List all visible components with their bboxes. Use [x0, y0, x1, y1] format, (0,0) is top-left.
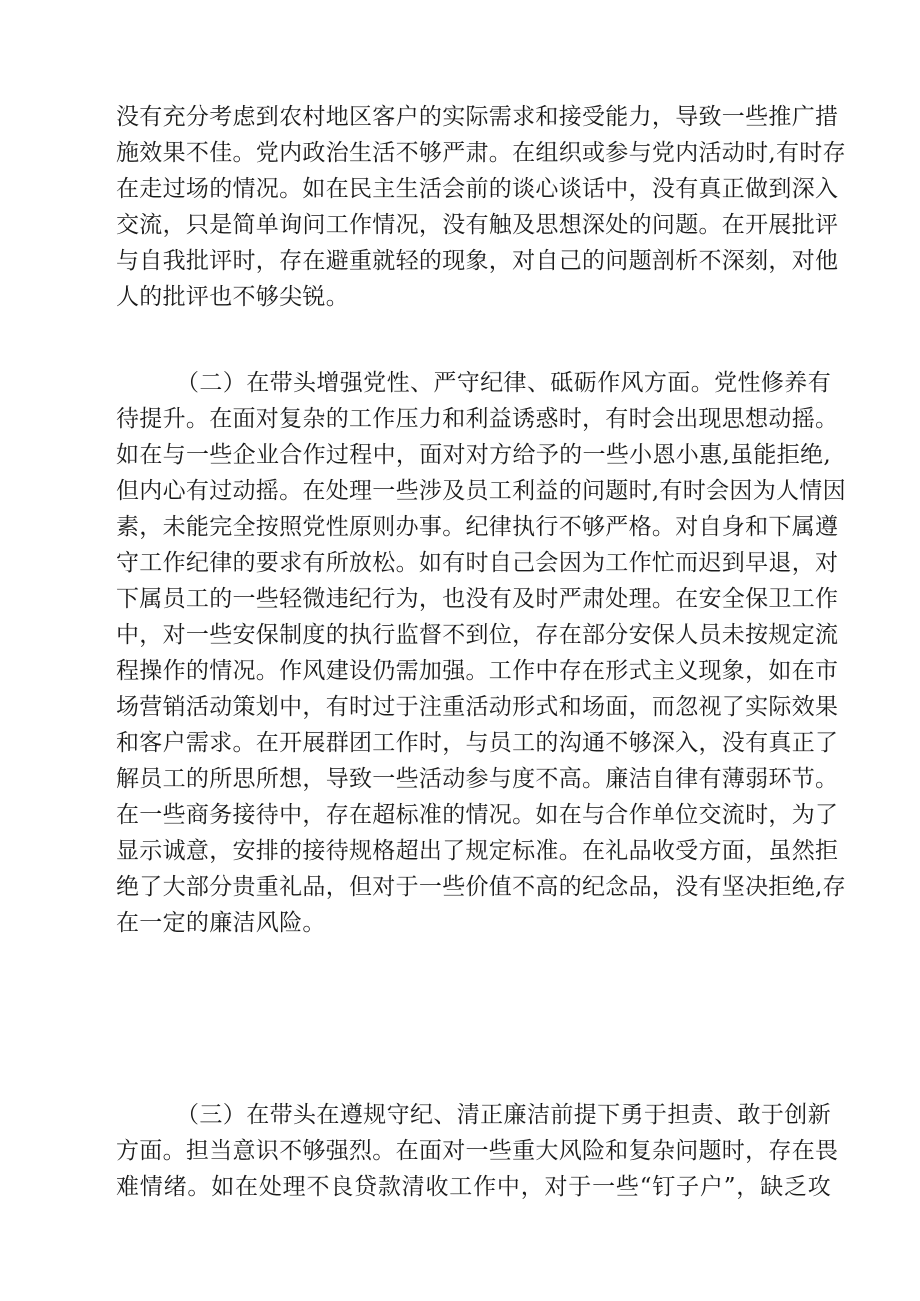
text-line: 但内心有过动摇。在处理一些涉及员工利益的问题时,有时会因为人情因 — [116, 478, 846, 504]
text-line: 方面。担当意识不够强烈。在面对一些重大风险和复杂问题时，存在畏 — [116, 1138, 839, 1164]
text-line: 在一定的廉洁风险。 — [116, 910, 326, 936]
text-line: 交流，只是简单询问工作情况，没有触及思想深处的问题。在开展批评 — [116, 212, 839, 238]
text-line: 施效果不佳。党内政治生活不够严肃。在组织或参与党内活动时,有时存 — [116, 140, 846, 166]
text-line: 难情绪。如在处理不良贷款清收工作中，对于一些“钉子户”，缺乏攻 — [116, 1174, 831, 1200]
text-line: 场营销活动策划中，有时过于注重活动形式和场面，而忽视了实际效果 — [116, 694, 839, 720]
paragraph-section-three — [116, 1097, 839, 1205]
paragraph-continued-text — [116, 99, 846, 315]
text-line: 在走过场的情况。如在民主生活会前的谈心谈话中，没有真正做到深入 — [116, 176, 839, 202]
text-line: 待提升。在面对复杂的工作压力和利益诱惑时，有时会出现思想动摇。 — [116, 406, 839, 432]
section-heading-line: （三）在带头在遵规守纪、清正廉洁前提下勇于担责、敢于创新 — [176, 1102, 831, 1128]
text-line: 人的批评也不够尖锐。 — [116, 284, 349, 310]
text-line: 与自我批评时，存在避重就轻的现象，对自己的问题剖析不深刻，对他 — [116, 248, 839, 274]
text-line: 和客户需求。在开展群团工作时，与员工的沟通不够深入，没有真正了 — [116, 730, 839, 756]
text-line: 显示诚意，安排的接待规格超出了规定标准。在礼品收受方面，虽然拒 — [116, 838, 839, 864]
text-line: 绝了大部分贵重礼品，但对于一些价值不高的纪念品，没有坚决拒绝,存 — [116, 874, 846, 900]
text-line: 中，对一些安保制度的执行监督不到位，存在部分安保人员未按规定流 — [116, 622, 839, 648]
text-line: 如在与一些企业合作过程中，面对对方给予的一些小恩小惠,虽能拒绝, — [116, 442, 831, 468]
text-line: 素，未能完全按照党性原则办事。纪律执行不够严格。对自身和下属遵 — [116, 514, 839, 540]
text-line: 程操作的情况。作风建设仍需加强。工作中存在形式主义现象，如在市 — [116, 658, 839, 684]
text-line: 守工作纪律的要求有所放松。如有时自己会因为工作忙而迟到早退，对 — [116, 550, 839, 576]
section-heading-line: （二）在带头增强党性、严守纪律、砥砺作风方面。党性修养有 — [176, 370, 831, 396]
text-line: 在一些商务接待中，存在超标准的情况。如在与合作单位交流时，为了 — [116, 802, 839, 828]
paragraph-section-two — [116, 365, 846, 941]
text-line: 没有充分考虑到农村地区客户的实际需求和接受能力，导致一些推广措 — [116, 104, 839, 130]
text-line: 解员工的所思所想，导致一些活动参与度不高。廉洁自律有薄弱环节。 — [116, 766, 839, 792]
text-line: 下属员工的一些轻微违纪行为，也没有及时严肃处理。在安全保卫工作 — [116, 586, 839, 612]
